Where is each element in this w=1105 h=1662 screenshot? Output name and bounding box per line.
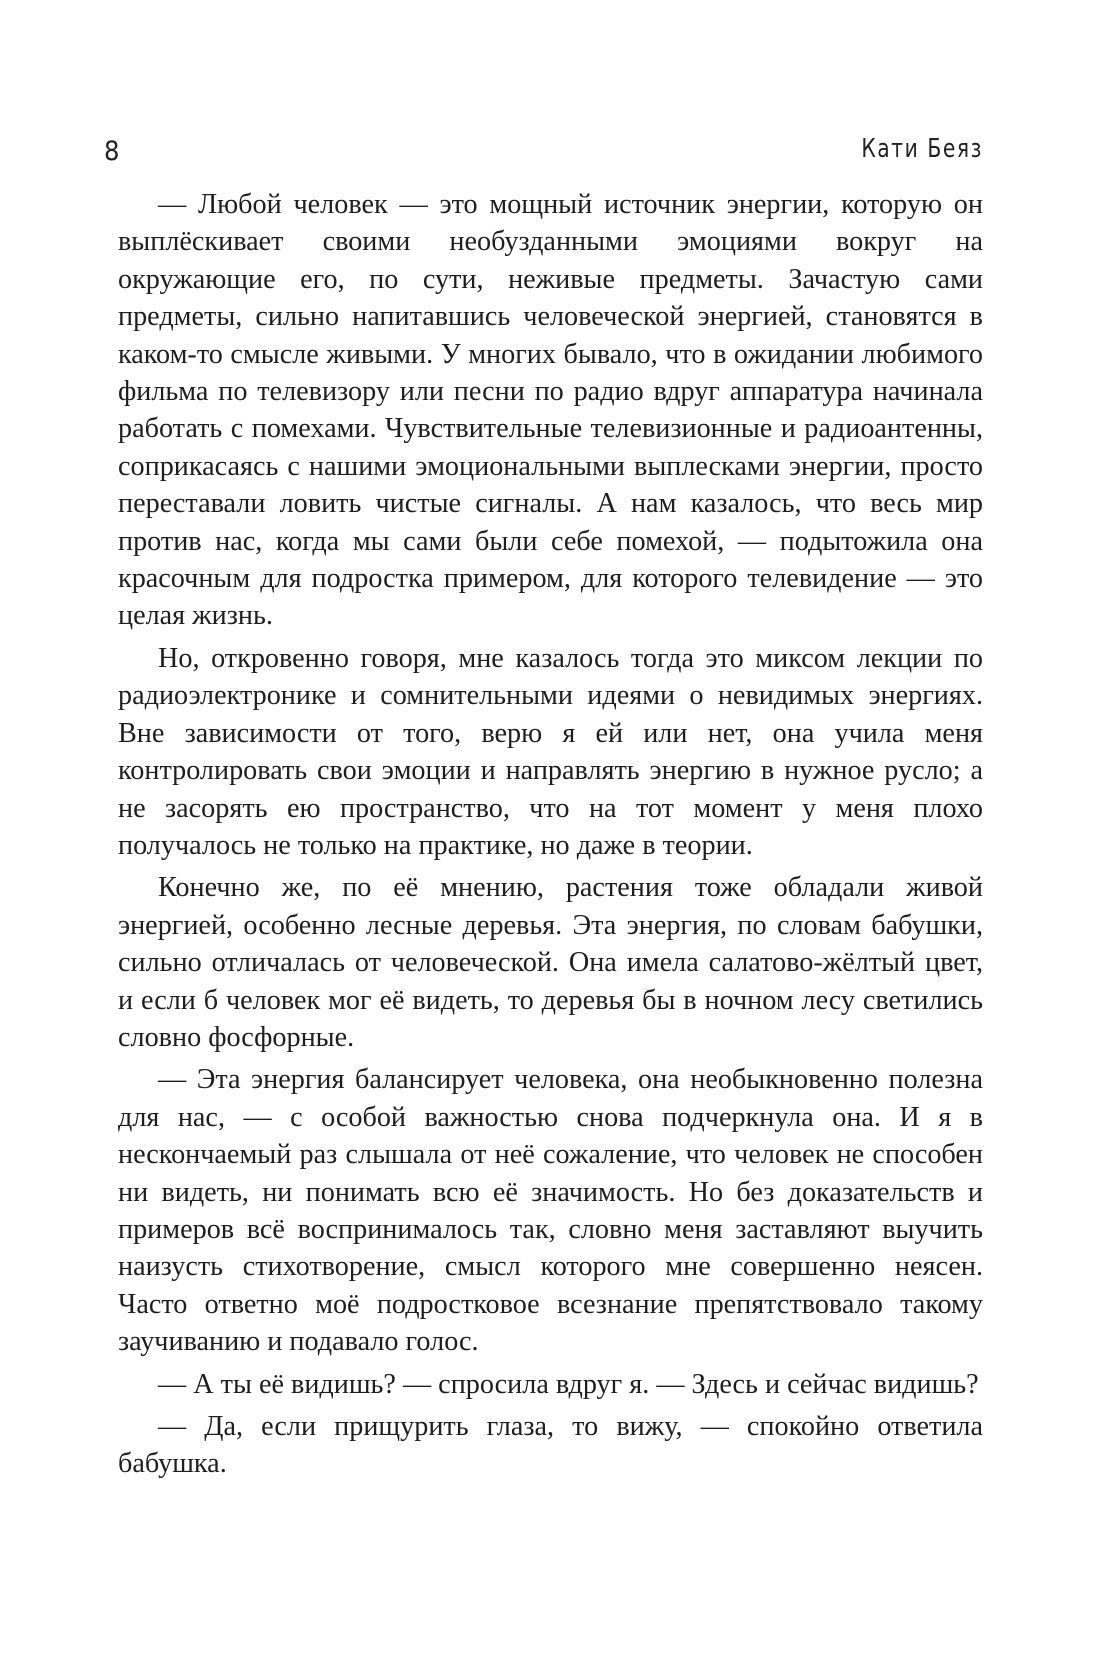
paragraph-5: — А ты её видишь? — спросила вдруг я. — Здесь и сейчас видишь? <box>158 1368 979 1400</box>
paragraph-1: — Любой человек — это мощный источник энергии, которую он выплёскивает своими необузданными эмоциями вокруг на окружающие его, по сути, неживые предметы. Зачастую сами предметы, сильно напитавшись человеческой энергией, становятся в каком-то смысле живыми. У многих бывало, что в ожидании любимого фильма по телевизору или песни по радио вдруг аппаратура начинала работать с помехами. Чувствительные телевизионные и радиоантенны, соприкасаясь с нашими эмоциональными выплесками энергии, просто переставали ловить чистые сигналы. А нам казалось, что весь мир против нас, когда мы сами были себе помехой, — подытожила она красочным для подростка примером, для которого телевидение — это целая жизнь. <box>118 189 983 632</box>
paragraph-2: Но, откровенно говоря, мне казалось тогда это миксом лекции по радиоэлектронике и сомнительными идеями о невидимых энергиях. Вне зависимости от того, верю я ей или нет, она учила меня контролировать свои эмоции и направлять энергию в нужное русло; а не засорять ею пространство, что на тот момент у меня плохо получалось не только на практике, но даже в теории. <box>118 642 983 861</box>
body-text <box>118 186 983 1488</box>
paragraph-3: Конечно же, по её мнению, растения тоже обладали живой энергией, особенно лесные деревья. Эта энергия, по словам бабушки, сильно отличалась от человеческой. Она имела салатово-жёлтый цвет, и если б человек мог её видеть, то деревья бы в ночном лесу светились словно фосфорные. <box>118 872 983 1053</box>
paragraph-4: — Эта энергия балансирует человека, она необыкновенно полезна для нас, — с особой важностью снова подчеркнула она. И я в нескончаемый раз слышала от неё сожаление, что человек не способен ни видеть, ни понимать всю её значимость. Но без доказательств и примеров всё воспринималось так, словно меня заставляют выучить наизусть стихотворение, смысл которого мне совершенно неясен. Часто ответно моё подростковое всезнание препятствовало такому заучиванию и подавало голос. <box>118 1064 983 1358</box>
running-head-author: Кати Беяз <box>861 134 983 164</box>
paragraph-6: — Да, если прищурить глаза, то вижу, — спокойно ответила бабушка. <box>118 1411 983 1480</box>
page-number: 8 <box>104 136 120 167</box>
